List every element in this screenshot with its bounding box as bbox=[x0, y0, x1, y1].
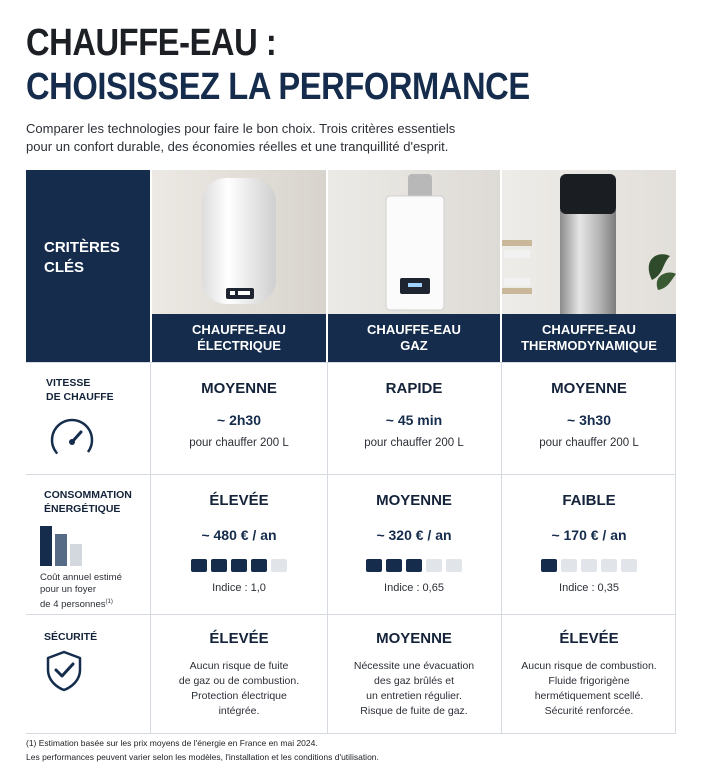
safety-desc-line: Protection électrique bbox=[191, 690, 287, 702]
column-header-electric bbox=[152, 314, 326, 362]
energy-value: ~ 480 € / an bbox=[201, 527, 277, 543]
safety-cell-thermodynamic bbox=[502, 614, 676, 734]
energy-note-line: Coût annuel estimé bbox=[40, 572, 122, 583]
safety-desc bbox=[502, 659, 676, 719]
energy-level: MOYENNE bbox=[376, 492, 452, 509]
speed-level: MOYENNE bbox=[551, 380, 627, 397]
safety-desc-line: Risque de fuite de gaz. bbox=[360, 705, 468, 717]
rating-square-filled bbox=[541, 559, 557, 572]
criteria-title: CRITÈRES bbox=[44, 239, 120, 256]
rating-square-filled bbox=[191, 559, 207, 572]
energy-note bbox=[40, 572, 122, 611]
safety-label: SÉCURITÉ bbox=[44, 631, 98, 643]
bar-chart-icon bbox=[40, 524, 88, 566]
safety-cell-electric bbox=[152, 614, 326, 734]
safety-cell-gas bbox=[328, 614, 500, 734]
criteria-header bbox=[26, 170, 150, 362]
energy-cell-electric bbox=[152, 474, 326, 614]
rating-square-empty bbox=[446, 559, 462, 572]
footnote-2: Les performances peuvent varier selon les modèles, l'installation et les conditions d'utilisation. bbox=[26, 752, 379, 762]
rating-square-filled bbox=[366, 559, 382, 572]
energy-rating bbox=[502, 559, 676, 572]
rating-square-empty bbox=[581, 559, 597, 572]
electric-heater-image bbox=[152, 170, 326, 314]
energy-label-line: ÉNERGÉTIQUE bbox=[44, 503, 121, 515]
footnote-ref: (1) bbox=[105, 599, 113, 605]
rating-square-filled bbox=[211, 559, 227, 572]
safety-desc-line: Fluide frigorigène bbox=[548, 675, 630, 687]
energy-value: ~ 170 € / an bbox=[551, 527, 627, 543]
speed-cell-thermodynamic bbox=[502, 362, 676, 474]
energy-note-line: de 4 personnes bbox=[40, 599, 106, 611]
safety-label-cell bbox=[26, 614, 150, 734]
safety-desc-line: un entretien régulier. bbox=[366, 690, 462, 702]
energy-label-cell bbox=[26, 474, 150, 614]
speed-value: ~ 45 min bbox=[385, 412, 443, 428]
safety-desc-line: intégrée. bbox=[218, 705, 260, 717]
speed-level: MOYENNE bbox=[201, 380, 277, 397]
page-title-line1: CHAUFFE-EAU : bbox=[26, 22, 277, 64]
speed-label-line: VITESSE bbox=[46, 377, 91, 389]
page-title-line2: CHOISISSEZ LA PERFORMANCE bbox=[26, 66, 530, 108]
energy-note-line: pour un foyer bbox=[40, 584, 96, 595]
speed-sub: pour chauffer 200 L bbox=[539, 437, 639, 449]
safety-desc-line: des gaz brûlés et bbox=[374, 675, 454, 687]
column-header-line: ÉLECTRIQUE bbox=[197, 338, 281, 353]
speed-label-line: DE CHAUFFE bbox=[46, 391, 114, 403]
speed-sub: pour chauffer 200 L bbox=[364, 437, 464, 449]
speed-level: RAPIDE bbox=[385, 380, 443, 397]
safety-level: ÉLEVÉE bbox=[209, 630, 269, 647]
safety-desc-line: de gaz ou de combustion. bbox=[178, 675, 300, 687]
speedometer-icon bbox=[48, 414, 96, 462]
rating-square-filled bbox=[231, 559, 247, 572]
column-header-line: CHAUFFE-EAU bbox=[542, 322, 636, 337]
gas-heater-image bbox=[328, 170, 500, 314]
safety-desc bbox=[152, 659, 326, 719]
speed-cell-electric bbox=[152, 362, 326, 474]
energy-index: Indice : 0,35 bbox=[559, 582, 619, 594]
energy-cell-thermodynamic bbox=[502, 474, 676, 614]
rating-square-empty bbox=[621, 559, 637, 572]
rating-square-empty bbox=[426, 559, 442, 572]
energy-index: Indice : 0,65 bbox=[384, 582, 444, 594]
speed-value: ~ 2h30 bbox=[217, 412, 261, 428]
safety-desc-line: Aucun risque de combustion. bbox=[521, 660, 657, 672]
thermodynamic-heater-image bbox=[502, 170, 676, 314]
safety-level: MOYENNE bbox=[376, 630, 452, 647]
energy-rating bbox=[152, 559, 326, 572]
rating-square-empty bbox=[271, 559, 287, 572]
column-header-line: CHAUFFE-EAU bbox=[192, 322, 286, 337]
safety-desc-line: Sécurité renforcée. bbox=[544, 705, 634, 717]
speed-sub: pour chauffer 200 L bbox=[189, 437, 289, 449]
safety-desc bbox=[328, 659, 500, 719]
energy-value: ~ 320 € / an bbox=[376, 527, 452, 543]
speed-value: ~ 3h30 bbox=[567, 412, 611, 428]
safety-desc-line: Nécessite une évacuation bbox=[353, 660, 475, 672]
safety-level: ÉLEVÉE bbox=[559, 630, 619, 647]
rating-square-filled bbox=[251, 559, 267, 572]
energy-index: Indice : 1,0 bbox=[212, 582, 266, 594]
intro-line: Comparer les technologies pour faire le bon choix. Trois critères essentiels bbox=[26, 121, 456, 136]
comparison-table bbox=[26, 170, 676, 734]
column-header-line: GAZ bbox=[400, 338, 428, 353]
speed-label-cell bbox=[26, 362, 150, 474]
speed-label bbox=[26, 362, 150, 404]
energy-cell-gas bbox=[328, 474, 500, 614]
energy-level: ÉLEVÉE bbox=[209, 492, 269, 509]
column-header-gas bbox=[328, 314, 500, 362]
criteria-title: CLÉS bbox=[44, 259, 85, 276]
intro-text bbox=[26, 120, 506, 156]
rating-square-empty bbox=[601, 559, 617, 572]
column-header-thermodynamic bbox=[502, 314, 676, 362]
rating-square-filled bbox=[406, 559, 422, 572]
speed-cell-gas bbox=[328, 362, 500, 474]
safety-desc-line: hermétiquement scellé. bbox=[534, 690, 644, 702]
energy-label bbox=[26, 474, 150, 516]
energy-label-line: CONSOMMATION bbox=[44, 489, 132, 501]
shield-check-icon bbox=[44, 650, 84, 692]
column-header-line: CHAUFFE-EAU bbox=[367, 322, 461, 337]
intro-line: pour un confort durable, des économies réelles et une tranquillité d'esprit. bbox=[26, 139, 449, 154]
column-header-line: THERMODYNAMIQUE bbox=[521, 338, 657, 353]
safety-desc-line: Aucun risque de fuite bbox=[189, 660, 289, 672]
rating-square-filled bbox=[386, 559, 402, 572]
footnote-1: (1) Estimation basée sur les prix moyens de l'énergie en France en mai 2024. bbox=[26, 738, 318, 748]
rating-square-empty bbox=[561, 559, 577, 572]
energy-rating bbox=[328, 559, 500, 572]
energy-level: FAIBLE bbox=[562, 492, 616, 509]
